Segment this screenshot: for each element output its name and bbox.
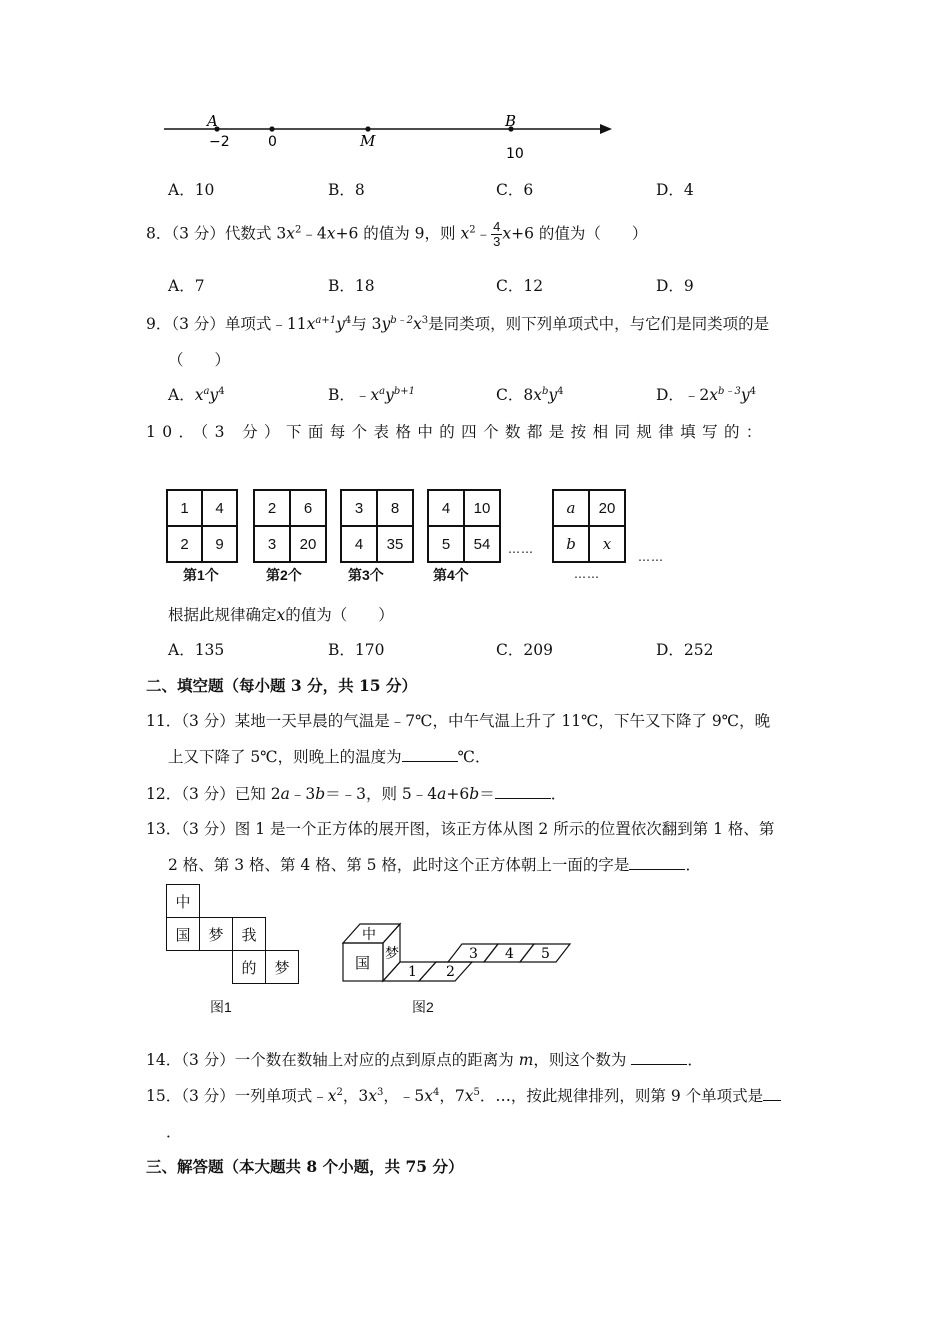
q10-caption-4: 第4个 xyxy=(433,567,469,583)
table-cell: 5 xyxy=(428,526,464,562)
section-3-heading: 三、解答题（本大题共 8 个小题，共 75 分） xyxy=(146,1157,464,1176)
fig2-caption: 图2 xyxy=(412,999,434,1015)
number-line-arrow xyxy=(600,124,612,134)
label-a: A xyxy=(207,112,218,130)
q10-option-c: C．209 xyxy=(496,641,553,659)
table-cell: 9 xyxy=(202,526,237,562)
q13-line-1: 13．（3 分）图 1 是一个正方体的展开图，该正方体从图 2 所示的位置依次翻到第 1 格、第 xyxy=(146,820,775,838)
net-cell-zhong: 中 xyxy=(166,884,200,918)
q8-option-a: A．7 xyxy=(168,277,205,295)
q10-ellipsis-3: …… xyxy=(638,550,664,564)
q7-option-b: B．8 xyxy=(328,181,365,199)
q8-option-c: C．12 xyxy=(496,277,544,295)
q8-option-d: D．9 xyxy=(656,277,694,295)
q14-answer-blank xyxy=(631,1052,687,1065)
q10-table-general xyxy=(552,489,626,563)
q8-stem: 8．（3 分）代数式 $3x^2﹣4x+6$ 的值为 9，则 $x^2﹣$ $\frac{4}{3}$ x+6 的值为（ ） xyxy=(146,219,648,249)
q11-line-2: 上又下降了 5℃，则晚上的温度为 ℃． xyxy=(168,748,491,766)
table-cell: 20 xyxy=(589,490,625,526)
label-10: 10 xyxy=(506,146,524,162)
table-cell: 3 xyxy=(341,490,377,526)
label-0: 0 xyxy=(268,134,277,150)
grid-label-4: 4 xyxy=(505,946,514,962)
q10-question: 根据此规律确定x的值为（ ） xyxy=(168,606,394,624)
table-cell: 35 xyxy=(377,526,413,562)
q7-option-a: A．10 xyxy=(168,181,215,199)
q10-option-b: B．170 xyxy=(328,641,385,659)
q7-option-c: C．6 xyxy=(496,181,534,199)
q10-stem: 10．（3 分）下面每个表格中的四个数都是按相同规律填写的： xyxy=(146,423,768,441)
table-cell: 4 xyxy=(428,490,464,526)
q8-option-b: B．18 xyxy=(328,277,375,295)
table-cell: x xyxy=(589,526,625,562)
q10-caption-1: 第1个 xyxy=(183,567,219,583)
table-cell: 6 xyxy=(290,490,326,526)
table-cell: 10 xyxy=(464,490,500,526)
label-m: M xyxy=(360,132,376,150)
grid-label-2: 2 xyxy=(446,964,455,980)
q10-caption-2: 第2个 xyxy=(266,567,302,583)
label-minus2: −2 xyxy=(209,134,230,150)
q10-ellipsis-1: …… xyxy=(508,542,534,556)
grid-label-5: 5 xyxy=(541,946,550,962)
point-0 xyxy=(269,126,274,131)
q9-option-a: A．$x^ay^4$ xyxy=(168,385,225,404)
q15-answer-blank xyxy=(763,1088,781,1101)
q10-table-3 xyxy=(340,489,414,563)
table-cell: 3 xyxy=(254,526,290,562)
net-cell-meng-1: 梦 xyxy=(199,917,233,951)
table-cell: a xyxy=(553,490,589,526)
net-cell-de: 的 xyxy=(232,950,266,984)
q9-option-c: C．$8x^by^4$ xyxy=(496,385,564,404)
table-cell: 8 xyxy=(377,490,413,526)
table-cell: 54 xyxy=(464,526,500,562)
q10-ellipsis-2: …… xyxy=(574,567,600,581)
table-cell: 4 xyxy=(341,526,377,562)
q7-option-d: D．4 xyxy=(656,181,694,199)
q15-stem: 15．（3 分）一列单项式$﹣x^2$，$3x^3$，$﹣5x^4$，$7x^5$．…，按此规律排列，则第 9 个单项式是 xyxy=(146,1084,781,1106)
q9-option-d: D．$﹣2x^{b﹣3}y^4$ xyxy=(656,385,756,404)
fig2-cube-diagram xyxy=(338,918,583,988)
q10-table-4 xyxy=(427,489,501,563)
q13-answer-blank xyxy=(629,857,685,870)
q9-option-b: B．$﹣x^ay^{b+1}$ xyxy=(328,385,416,404)
table-cell: 4 xyxy=(202,490,237,526)
net-cell-wo: 我 xyxy=(232,917,266,951)
table-cell: b xyxy=(553,526,589,562)
q12-answer-blank xyxy=(495,786,551,799)
net-cell-guo: 国 xyxy=(166,917,200,951)
q15-end: ． xyxy=(166,1123,182,1141)
cube-top-label: 中 xyxy=(362,927,376,943)
cube-front-label: 国 xyxy=(355,954,371,972)
q12-stem: 12．（3 分）已知 2a﹣3b＝﹣3，则 5﹣4a+6b＝ ． xyxy=(146,785,567,803)
grid-label-3: 3 xyxy=(469,946,478,962)
table-cell: 2 xyxy=(254,490,290,526)
q10-caption-3: 第3个 xyxy=(348,567,384,583)
label-b: B xyxy=(505,112,517,130)
q13-line-2: 2 格、第 3 格、第 4 格、第 5 格，此时这个正方体朝上一面的字是 ． xyxy=(168,856,701,874)
fig1-caption: 图1 xyxy=(210,999,232,1015)
q14-stem: 14．（3 分）一个数在数轴上对应的点到原点的距离为 m，则这个数为 ． xyxy=(146,1051,703,1069)
section-2-heading: 二、填空题（每小题 3 分，共 15 分） xyxy=(146,676,417,695)
q10-option-d: D．252 xyxy=(656,641,714,659)
number-line-figure xyxy=(160,108,630,168)
q9-stem: 9．（3 分）单项式$﹣11x^{a+1}y^4$与 $3y^{b﹣2}x^3$是同类项，则下列单项式中，与它们是同类项的是 xyxy=(146,314,770,333)
q11-line-1: 11．（3 分）某地一天早晨的气温是﹣7℃，中午气温上升了 11℃，下午又下降了 9℃，晚 xyxy=(146,712,771,730)
point-m xyxy=(365,126,370,131)
table-cell: 2 xyxy=(167,526,202,562)
q10-table-1 xyxy=(166,489,238,563)
net-cell-meng-2: 梦 xyxy=(265,950,299,984)
q8-fraction: $\frac{4}{3}$ xyxy=(493,219,501,249)
table-cell: 1 xyxy=(167,490,202,526)
q9-paren: （ ） xyxy=(168,351,231,369)
table-cell: 20 xyxy=(290,526,326,562)
cube-side-label: 梦 xyxy=(385,946,399,962)
q10-option-a: A．135 xyxy=(168,641,225,659)
q10-table-2 xyxy=(253,489,327,563)
q11-answer-blank xyxy=(402,749,458,762)
grid-label-1: 1 xyxy=(408,964,417,980)
